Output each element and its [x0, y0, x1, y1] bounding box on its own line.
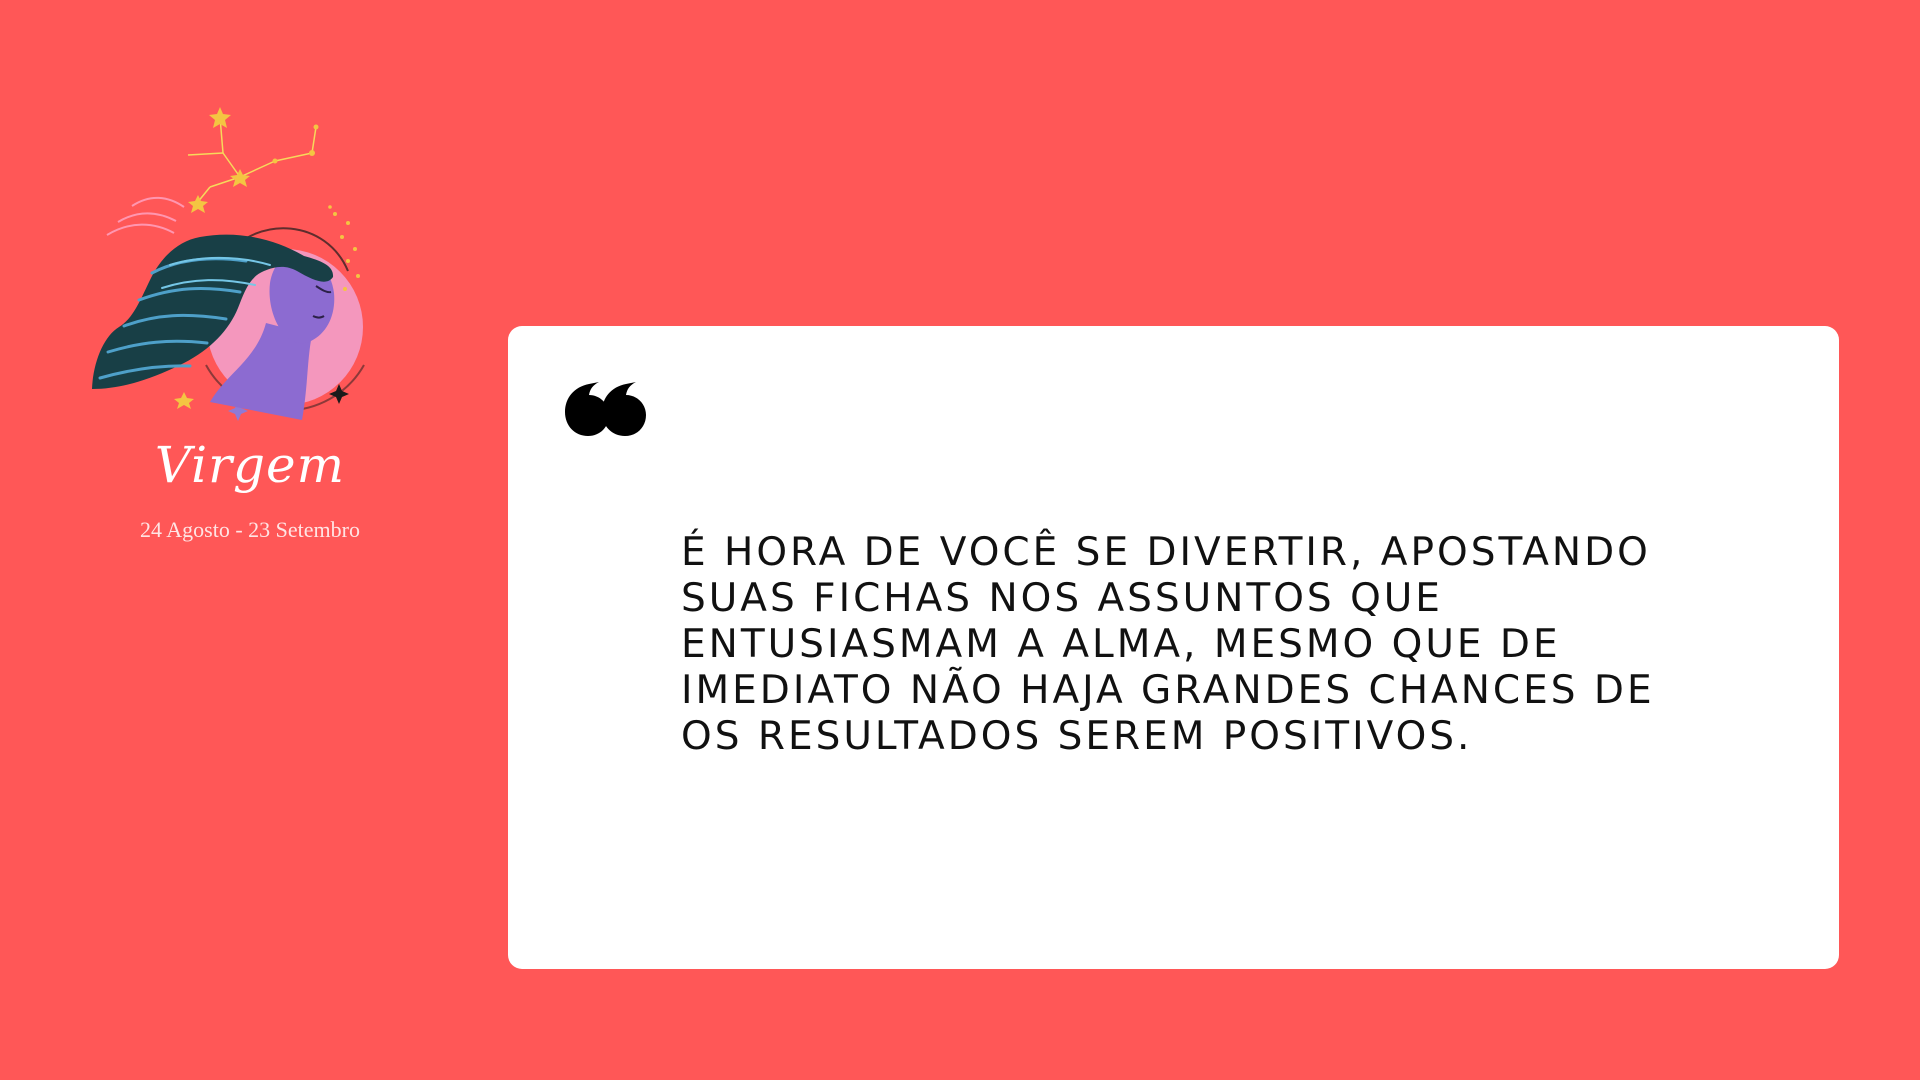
sign-panel — [80, 95, 420, 565]
quote-text: É HORA DE VOCÊ SE DIVERTIR, APOSTANDO SUAS FICHAS NOS ASSUNTOS QUE ENTUSIASMAM A ALMA, MESMO QUE DE IMEDIATO NÃO HAJA GRANDES CHANCES DE OS RESULTADOS SEREM POSITIVOS. — [681, 530, 1655, 759]
sign-name: Virgem — [154, 436, 346, 494]
constellation-icon — [188, 107, 319, 213]
quote-card — [508, 326, 1839, 969]
quote-mark-icon — [545, 364, 651, 444]
virgo-illustration-icon — [80, 95, 420, 435]
sign-dates: 24 Agosto - 23 Setembro — [140, 517, 360, 542]
